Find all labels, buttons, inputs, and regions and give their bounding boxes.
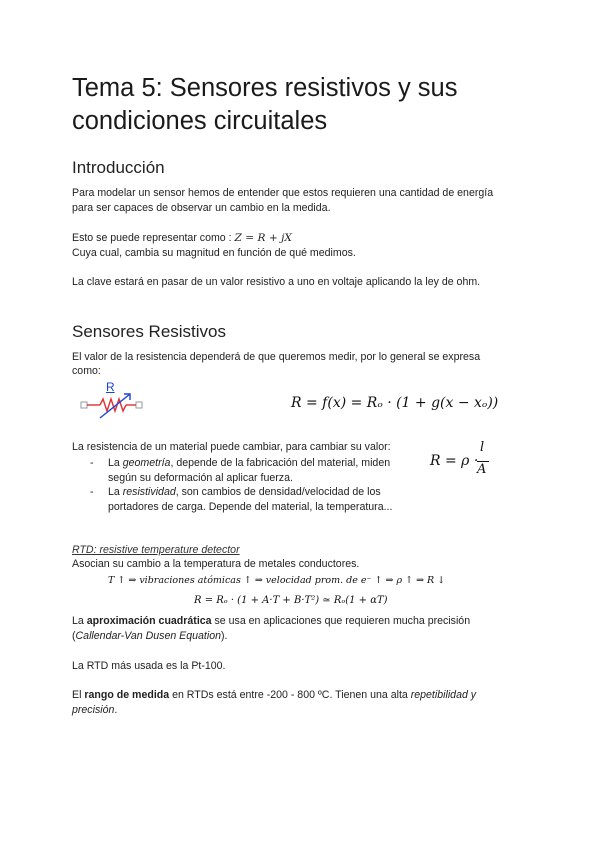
ohm-sentence: La clave estará en pasar de un valor resistivo a uno en voltaje aplicando la ley de ohm. (72, 276, 481, 288)
paren-close: ). (221, 630, 228, 642)
variable-resistor-symbol (80, 380, 146, 420)
measurement-range-line-2 (72, 703, 117, 718)
quadratic-approx-line-1 (72, 614, 470, 629)
resistance-function-formula: R = f(x) = Rₒ · (1 + g(x − xₒ)) (291, 395, 499, 411)
bullet-dash: - (90, 457, 94, 469)
bullet-pre: La (108, 457, 123, 469)
measurement-range-line-1 (72, 688, 476, 703)
intro-paragraph-line-2: para ser capaces de observar un cambio en la medida. (72, 202, 331, 214)
impedance-sentence (72, 231, 292, 246)
resistivity-term: resistividad (122, 486, 176, 498)
resistor-label: R (106, 380, 115, 394)
bullet-text-line-2: portadores de carga. Depende del material, la temperatura... (108, 500, 393, 513)
resistive-paragraph-line-1: El valor de la resistencia dependerá de que queremos medir, por lo general se expresa (72, 351, 481, 363)
period: . (114, 704, 118, 716)
page-title-line-1: Tema 5: Sensores resistivos y sus (72, 74, 458, 102)
text-pre: El (72, 689, 85, 701)
impedance-text: Esto se puede representar como : (72, 232, 235, 244)
repeatability-term: repetibilidad y (410, 689, 477, 701)
quadratic-term: aproximación cuadrática (86, 615, 212, 627)
intro-paragraph-line-1: Para modelar un sensor hemos de entender que estos requieren una cantidad de energía (72, 187, 494, 199)
rtd-quadratic-formula: R = Rₒ · (1 + A·T + B·T²) ≃ Rₒ(1 + αT) (194, 595, 388, 606)
magnitude-sentence: Cuya cual, cambia su magnitud en función de qué medimos. (72, 247, 356, 259)
resistance-change-list (72, 456, 432, 514)
rtd-paragraph: Asocian su cambio a la temperatura de metales conductores. (72, 558, 360, 570)
impedance-formula: Z = R + jX (234, 232, 292, 244)
paren-open: ( (72, 630, 76, 642)
rtd-heading: RTD: resistive temperature detector (72, 544, 240, 556)
pt100-sentence: La RTD más usada es la Pt-100. (72, 660, 226, 672)
resistor-icon (80, 380, 146, 420)
precision-term: precisión (72, 704, 115, 716)
text-pre: La (72, 615, 87, 627)
resistivity-denominator: A (477, 462, 487, 477)
list-item (72, 456, 432, 485)
range-term: rango de medida (84, 689, 170, 701)
rtd-causal-chain: T ↑ ⇒ vibraciones atómicas ↑ ⇒ velocidad prom. de e⁻ ↑ ⇒ ρ ↑ ⇒ R ↓ (108, 575, 446, 586)
quadratic-approx-line-2 (72, 629, 227, 644)
bullet-text: , depende de la fabricación del material, miden (170, 457, 391, 469)
geometry-term: geometría (122, 457, 171, 469)
list-item (72, 485, 432, 514)
bullet-text: , son cambios de densidad/velocidad de los (175, 486, 381, 498)
resistive-heading: Sensores Resistivos (72, 322, 227, 341)
resistivity-formula-left: R = ρ · (430, 453, 479, 469)
intro-heading: Introducción (72, 158, 165, 177)
bullet-text-line-2: según su deformación al aplicar fuerza. (108, 471, 293, 484)
resistivity-numerator: l (480, 440, 485, 455)
bullet-dash: - (90, 486, 94, 498)
text-rest: en RTDs está entre -200 - 800 ºC. Tienen una alta (169, 689, 411, 701)
page-title-line-2: condiciones circuitales (72, 107, 328, 135)
callendar-equation: Callendar-Van Dusen Equation (75, 630, 221, 642)
text-rest: se usa en aplicaciones que requieren mucha precisión (211, 615, 471, 627)
bullet-pre: La (108, 486, 123, 498)
material-resistance-sentence: La resistencia de un material puede cambiar, para cambiar su valor: (72, 441, 391, 453)
resistive-paragraph-line-2: como: (72, 365, 101, 377)
